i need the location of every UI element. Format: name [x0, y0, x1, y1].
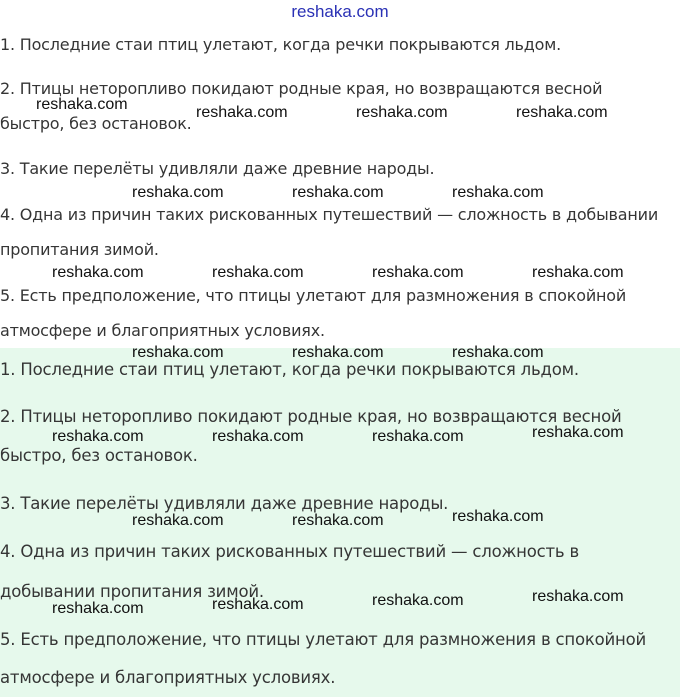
- sentence-5-continuation: атмосфере и благоприятных условиях.: [0, 668, 336, 687]
- watermark: reshaka.com: [532, 588, 624, 605]
- sentence-2-continuation: быстро, без остановок.: [0, 446, 198, 465]
- watermark: reshaka.com: [372, 428, 464, 445]
- watermark: reshaka.com: [196, 104, 288, 121]
- watermark: reshaka.com: [36, 96, 128, 113]
- watermark: reshaka.com: [52, 264, 144, 281]
- sentence-5-continuation: атмосфере и благоприятных условиях.: [0, 321, 325, 340]
- text-block-plain: [0, 0, 680, 348]
- sentence-3: 3. Такие перелёты удивляли даже древние народы.: [0, 494, 449, 513]
- watermark: reshaka.com: [292, 344, 384, 361]
- watermark: reshaka.com: [356, 104, 448, 121]
- sentence-1: 1. Последние стаи птиц улетают, когда речки покрываются льдом.: [0, 35, 561, 54]
- watermark: reshaka.com: [292, 512, 384, 529]
- watermark: reshaka.com: [452, 508, 544, 525]
- sentence-4: 4. Одна из причин таких рискованных путешествий — сложность в добывании: [0, 205, 659, 224]
- sentence-2-continuation: быстро, без остановок.: [0, 114, 192, 133]
- watermark: reshaka.com: [52, 600, 144, 617]
- watermark: reshaka.com: [212, 264, 304, 281]
- sentence-4: 4. Одна из причин таких рискованных путешествий — сложность в: [0, 542, 580, 561]
- watermark: reshaka.com: [132, 344, 224, 361]
- watermark: reshaka.com: [292, 184, 384, 201]
- sentence-2: 2. Птицы неторопливо покидают родные края, но возвращаются весной: [0, 407, 622, 426]
- watermark: reshaka.com: [132, 184, 224, 201]
- watermark: reshaka.com: [532, 424, 624, 441]
- sentence-5: 5. Есть предположение, что птицы улетают для размножения в спокойной: [0, 286, 627, 305]
- watermark: reshaka.com: [372, 592, 464, 609]
- site-header[interactable]: reshaka.com: [291, 2, 389, 21]
- watermark: reshaka.com: [132, 512, 224, 529]
- sentence-2: 2. Птицы неторопливо покидают родные края, но возвращаются весной: [0, 79, 603, 98]
- watermark: reshaka.com: [532, 264, 624, 281]
- watermark: reshaka.com: [52, 428, 144, 445]
- sentence-3: 3. Такие перелёты удивляли даже древние народы.: [0, 159, 435, 178]
- sentence-5: 5. Есть предположение, что птицы улетают для размножения в спокойной: [0, 630, 647, 649]
- watermark: reshaka.com: [452, 184, 544, 201]
- watermark: reshaka.com: [452, 344, 544, 361]
- watermark: reshaka.com: [212, 428, 304, 445]
- sentence-4-continuation: добывании пропитания зимой.: [0, 582, 264, 601]
- watermark: reshaka.com: [212, 596, 304, 613]
- sentence-1: 1. Последние стаи птиц улетают, когда речки покрываются льдом.: [0, 360, 579, 379]
- watermark: reshaka.com: [516, 104, 608, 121]
- sentence-4-continuation: пропитания зимой.: [0, 240, 159, 259]
- watermark: reshaka.com: [372, 264, 464, 281]
